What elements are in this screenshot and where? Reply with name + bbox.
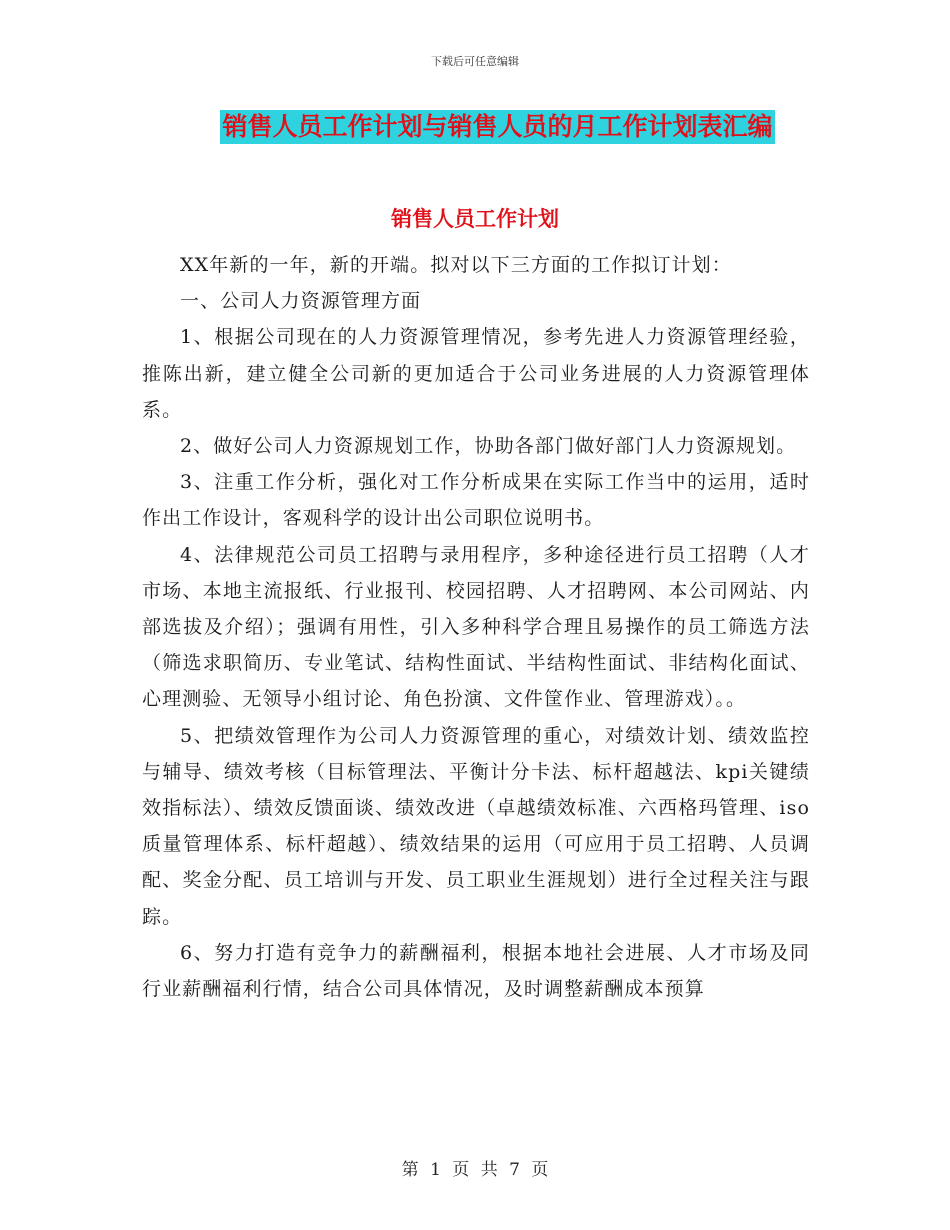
paragraph-item-4: 4、法律规范公司员工招聘与录用程序，多种途径进行员工招聘（人才市场、本地主流报纸、行业报刊、校园招聘、人才招聘网、本公司网站、内部选拔及介绍）；强调有用性，引入多种科学合理且易操作的员工筛选方法（筛选求职简历、专业笔试、结构性面试、半结构性面试、非结构化面试、心理测验、无领导小组讨论、角色扮演、文件筐作业、管理游戏）。。	[142, 543, 810, 711]
paragraph-item-5: 5、把绩效管理作为公司人力资源管理的重心，对绩效计划、绩效监控与辅导、绩效考核（目标管理法、平衡计分卡法、标杆超越法、kpi关键绩效指标法）、绩效反馈面谈、绩效改进（卓越绩效标准、六西格玛管理、iso质量管理体系、标杆超越）、绩效结果的运用（可应用于员工招聘、人员调配、奖金分配、员工培训与开发、员工职业生涯规划）进行全过程关注与跟踪。	[142, 724, 810, 928]
page-footer: 第 1 页 共 7 页	[401, 1160, 549, 1180]
document-title: 销售人员工作计划与销售人员的月工作计划表汇编	[220, 110, 774, 144]
paragraph-intro: XX年新的一年，新的开端。拟对以下三方面的工作拟订计划：	[180, 254, 732, 276]
document-title-wrapper	[0, 110, 950, 144]
paragraph-item-1: 1、根据公司现在的人力资源管理情况，参考先进人力资源管理经验，推陈出新，建立健全公司新的更加适合于公司业务进展的人力资源管理体系。	[142, 326, 810, 421]
document-body	[142, 247, 810, 1007]
paragraph-item-3: 3、注重工作分析，强化对工作分析成果在实际工作当中的运用，适时作出工作设计，客观科学的设计出公司职位说明书。	[142, 471, 810, 530]
paragraph-heading-hr: 一、公司人力资源管理方面	[180, 290, 422, 313]
paragraph-item-2: 2、做好公司人力资源规划工作，协助各部门做好部门人力资源规划。	[180, 435, 797, 458]
header-note: 下载后可任意编辑	[431, 55, 519, 68]
section-title: 销售人员工作计划	[391, 207, 559, 231]
paragraph-item-6: 6、努力打造有竞争力的薪酬福利，根据本地社会进展、人才市场及同行业薪酬福利行情，结合公司具体情况，及时调整薪酬成本预算	[142, 941, 810, 1001]
